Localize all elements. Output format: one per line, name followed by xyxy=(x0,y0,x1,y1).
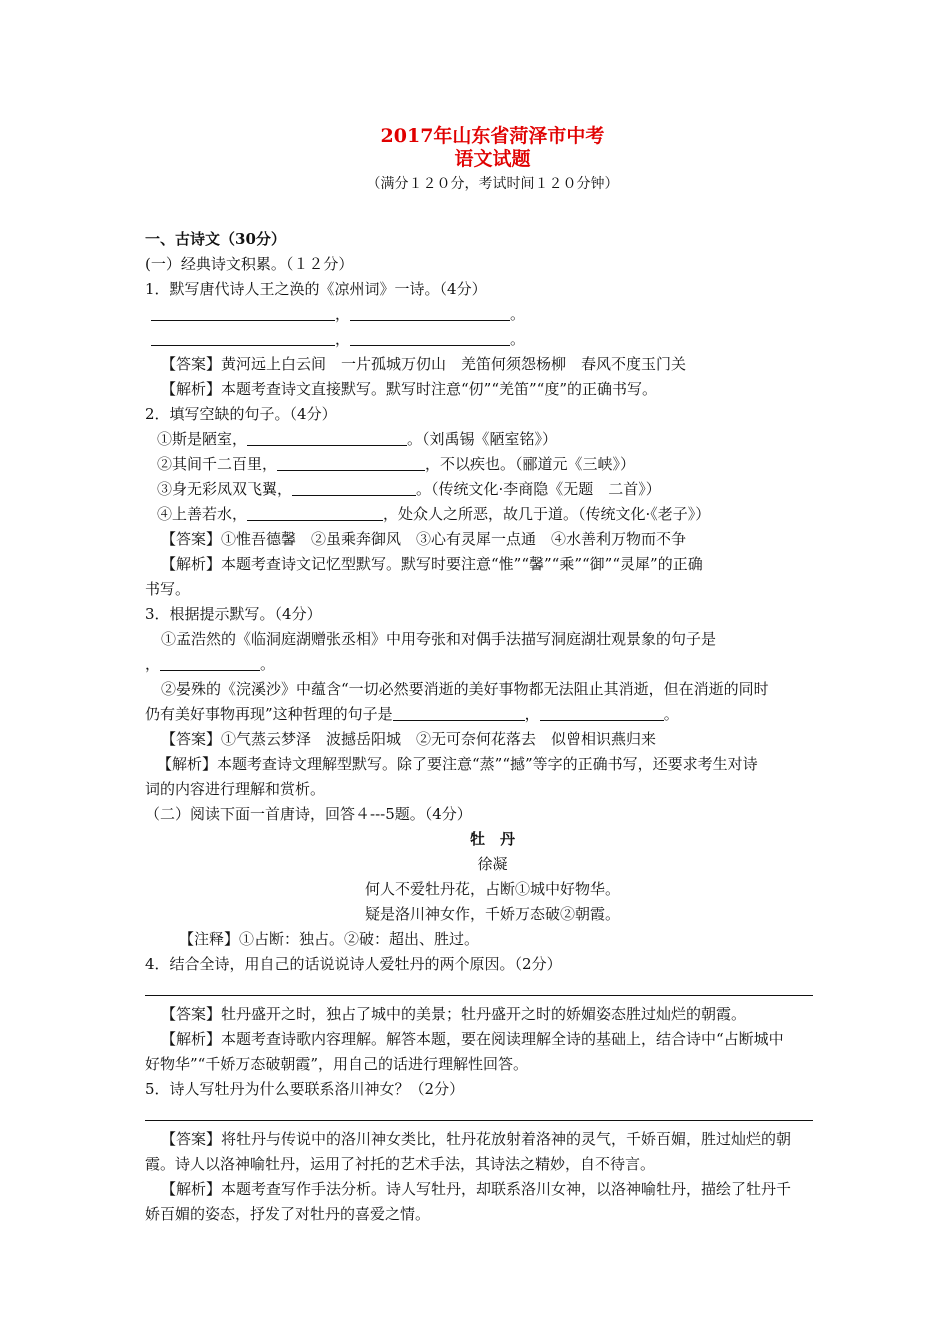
answer-text: 霞。诗人以洛神喻牡丹，运用了衬托的艺术手法，其诗法之精妙，自不待言。 xyxy=(145,1155,656,1173)
answer-text: 【答案】牡丹盛开之时，独占了城中的美景；牡丹盛开之时的娇媚姿态胜过灿烂的朝霞。 xyxy=(161,1005,747,1023)
fill-item: ③身无彩凤双飞翼， 。（传统文化·李商隐《无题 二首》） xyxy=(157,480,661,498)
poem-author: 徐凝 xyxy=(477,855,508,873)
fill-item: ①斯是陋室， 。（刘禹锡《陋室铭》） xyxy=(157,430,558,448)
analysis-text: 词的内容进行理解和赏析。 xyxy=(145,780,326,798)
answer-blank xyxy=(151,304,335,321)
answer-text: 【答案】①惟吾德馨 ②虽乘奔御风 ③心有灵犀一点通 ④水善利万物而不争 xyxy=(161,530,687,548)
fill-item: ， 。 xyxy=(145,655,276,673)
exam-subtitle: （满分１２０分，考试时间１２０分钟） xyxy=(366,176,619,192)
answer-text: 【答案】黄河远上白云间 一片孤城万仞山 羌笛何须怨杨柳 春风不度玉门关 xyxy=(161,355,687,373)
answer-blank-row: ， 。 xyxy=(145,302,840,327)
fill-item: ①孟浩然的《临洞庭湖赠张丞相》中用夸张和对偶手法描写洞庭湖壮观景象的句子是 xyxy=(161,630,717,648)
question-3: 3．根据提示默写。（4分） xyxy=(145,605,322,623)
analysis-text: 好物华”“千娇万态破朝霞”，用自己的话进行理解性回答。 xyxy=(145,1055,529,1073)
part-heading: （二）阅读下面一首唐诗，回答４---5题。（4分） xyxy=(145,805,472,823)
question-5: 5．诗人写牡丹为什么要联系洛川神女？（2分） xyxy=(145,1080,465,1098)
answer-blank xyxy=(393,704,525,721)
answer-rule xyxy=(145,1102,813,1121)
fill-item: ②晏殊的《浣溪沙》中蕴含“一切必然要消逝的美好事物都无法阻止其消逝，但在消逝的同时 xyxy=(161,680,769,698)
exam-subject-title: 语文试题 xyxy=(454,148,531,170)
exam-title: 2017年山东省菏泽市中考 xyxy=(380,125,605,147)
answer-blank xyxy=(247,429,407,446)
analysis-text: 娇百媚的姿态，抒发了对牡丹的喜爱之情。 xyxy=(145,1205,431,1223)
poem-title: 牡 丹 xyxy=(469,830,515,848)
question-1: 1．默写唐代诗人王之涣的《凉州词》一诗。（4分） xyxy=(145,280,487,298)
analysis-text: 【解析】本题考查写作手法分析。诗人写牡丹，却联系洛川女神，以洛神喻牡丹，描绘了牡丹千 xyxy=(161,1180,792,1198)
section-heading: 一、古诗文（30分） xyxy=(145,230,286,248)
analysis-text: 【解析】本题考查诗文理解型默写。除了要注意“蒸”“撼”等字的正确书写，还要求考生对诗 xyxy=(157,755,758,773)
analysis-text: 书写。 xyxy=(145,580,191,598)
poem-note: 【注释】①占断：独占。②破：超出、胜过。 xyxy=(179,930,480,948)
exam-page xyxy=(145,125,840,1227)
question-4: 4．结合全诗，用自己的话说说诗人爱牡丹的两个原因。（2分） xyxy=(145,955,562,973)
answer-blank xyxy=(350,304,510,321)
answer-blank-row: ， 。 xyxy=(145,327,840,352)
part-heading: (一）经典诗文积累。（１２分） xyxy=(145,255,354,273)
answer-blank xyxy=(160,654,260,671)
question-2: 2．填写空缺的句子。（4分） xyxy=(145,405,337,423)
poem-line: 疑是洛川神女作，千娇万态破②朝霞。 xyxy=(364,905,620,923)
answer-text: 【答案】①气蒸云梦泽 波撼岳阳城 ②无可奈何花落去 似曾相识燕归来 xyxy=(161,730,657,748)
answer-blank xyxy=(350,329,510,346)
analysis-text: 【解析】本题考查诗歌内容理解。解答本题，要在阅读理解全诗的基础上，结合诗中“占断城中 xyxy=(161,1030,784,1048)
answer-blank xyxy=(277,454,425,471)
answer-blank xyxy=(247,504,383,521)
fill-item: ②其间千二百里， ，不以疾也。（郦道元《三峡》） xyxy=(157,455,636,473)
answer-blank xyxy=(540,704,664,721)
answer-blank xyxy=(151,329,335,346)
answer-rule xyxy=(145,977,813,996)
answer-text: 【答案】将牡丹与传说中的洛川神女类比，牡丹花放射着洛神的灵气，千娇百媚，胜过灿烂的朝 xyxy=(161,1130,792,1148)
analysis-text: 【解析】本题考查诗文直接默写。默写时注意“仞”“羌笛”“度”的正确书写。 xyxy=(161,380,658,398)
analysis-text: 【解析】本题考查诗文记忆型默写。默写时要注意“惟”“馨”“乘”“御”“灵犀”的正确 xyxy=(161,555,703,573)
answer-blank xyxy=(292,479,416,496)
fill-item: ④上善若水， ，处众人之所恶，故几于道。（传统文化·《老子》） xyxy=(157,505,711,523)
poem-line: 何人不爱牡丹花，占断①城中好物华。 xyxy=(364,880,620,898)
fill-item: 仍有美好事物再现”这种哲理的句子是 ， 。 xyxy=(145,705,679,723)
